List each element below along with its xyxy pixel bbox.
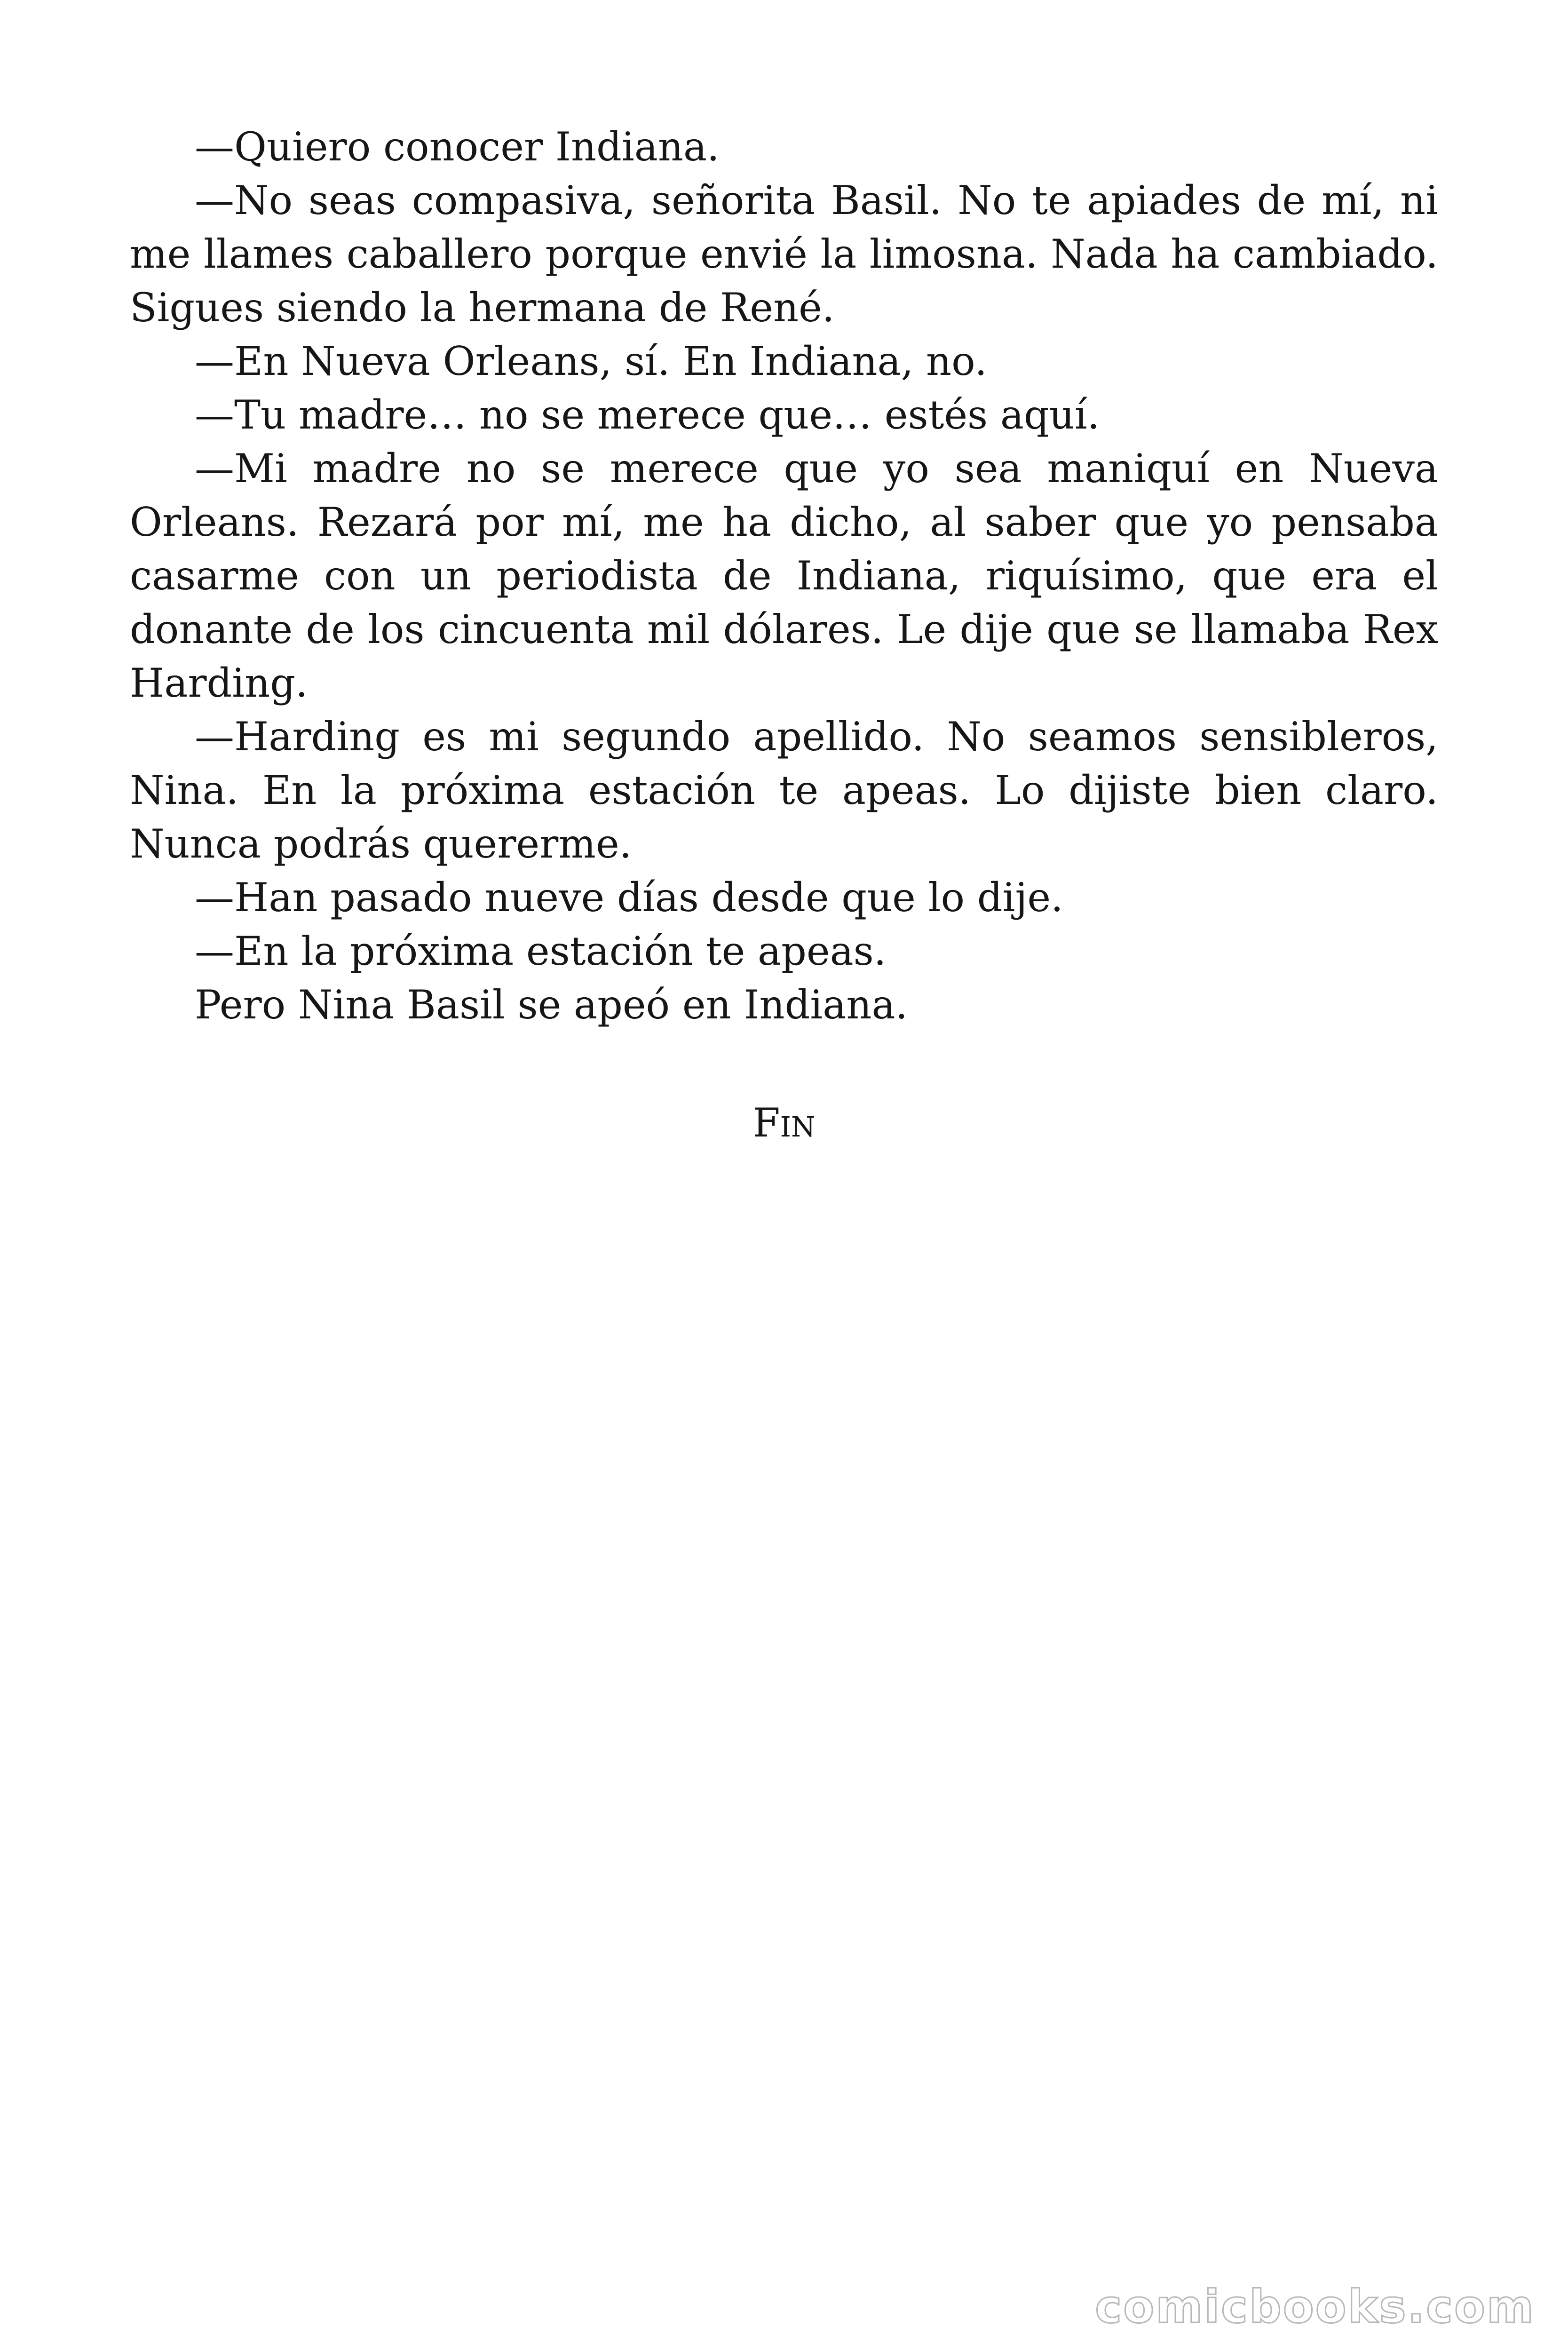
paragraph: —En la próxima estación te apeas.: [195, 928, 887, 974]
paragraph: Pero Nina Basil se apeó en Indiana.: [195, 982, 908, 1028]
paragraph: —Mi madre no se merece que yo sea maniquí en Nueva Orleans. Rezará por mí, me ha dicho, al saber que yo pensaba casarme con un periodista de Indiana, riquísimo, que era el donante de los cincuenta mil dólares. Le dije que se llamaba Rex Harding.: [130, 445, 1438, 706]
paragraph: —No seas compasiva, señorita Basil. No te apiades de mí, ni me llames caballero porque envié la limosna. Nada ha cambiado. Sigues siendo la hermana de René.: [130, 177, 1438, 331]
paragraph: —En Nueva Orleans, sí. En Indiana, no.: [195, 338, 987, 384]
paragraph: —Han pasado nueve días desde que lo dije.: [195, 874, 1063, 921]
watermark: comicbooks.com: [1095, 2280, 1535, 2333]
paragraph: —Tu madre… no se merece que… estés aquí.: [195, 392, 1100, 438]
ending-label: Fin: [752, 1100, 816, 1146]
body-text: [130, 120, 1438, 1032]
paragraph: —Harding es mi segundo apellido. No seamos sensibleros, Nina. En la próxima estación te apeas. Lo dijiste bien claro. Nunca podrás quererme.: [130, 714, 1438, 867]
paragraph: —Quiero conocer Indiana.: [195, 124, 720, 170]
